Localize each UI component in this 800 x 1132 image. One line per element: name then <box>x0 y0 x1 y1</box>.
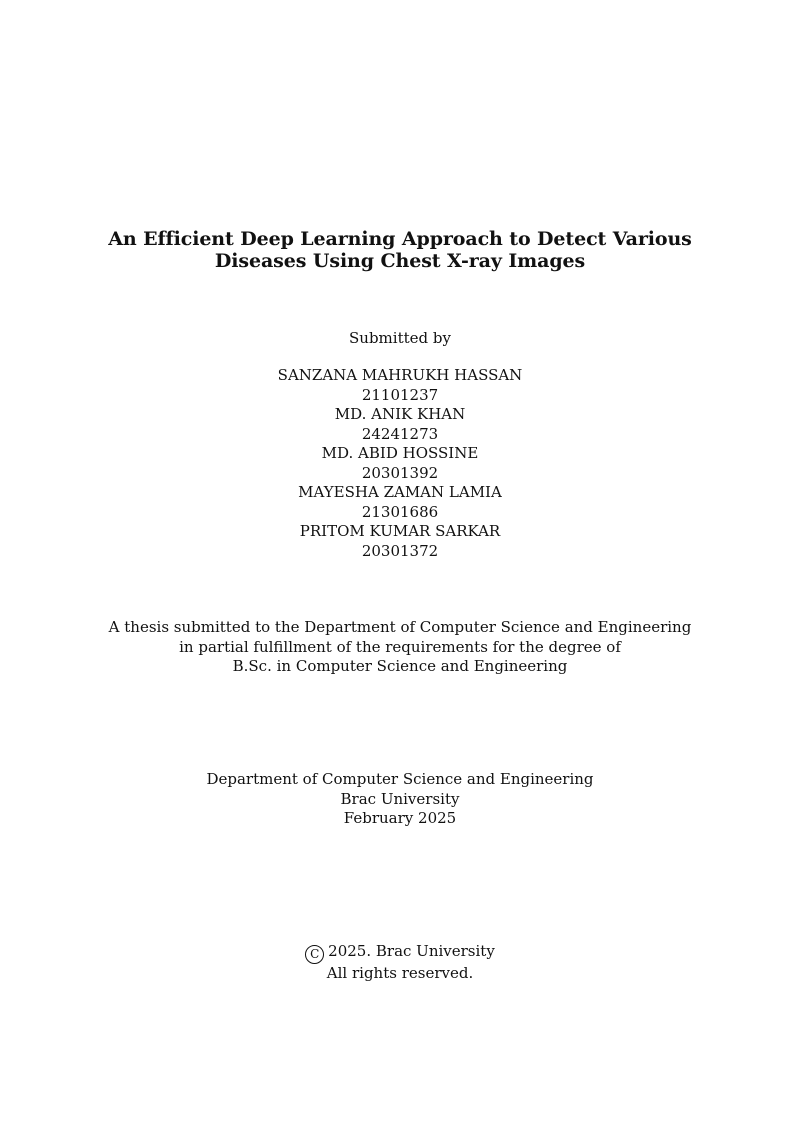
university-name: Brac University <box>340 789 460 808</box>
author-id: 20301372 <box>361 541 439 560</box>
author-name: MD. ABID HOSSINE <box>321 444 479 462</box>
author-name: SANZANA MAHRUKH HASSAN <box>277 366 523 384</box>
title-line-2: Diseases Using Chest X-ray Images <box>214 250 586 272</box>
author-list <box>0 366 800 561</box>
author-id: 21101237 <box>361 385 439 404</box>
degree-statement <box>0 618 800 677</box>
affiliation <box>0 770 800 829</box>
submitted-by-label: Submitted by <box>349 329 451 347</box>
copyright-notice <box>0 942 800 984</box>
statement-line-3: B.Sc. in Computer Science and Engineering <box>232 657 568 675</box>
author-id: 21301686 <box>361 502 439 521</box>
copyright-icon: C <box>305 945 324 964</box>
rights-reserved: All rights reserved. <box>326 964 474 982</box>
department-name: Department of Computer Science and Engineering <box>206 770 594 788</box>
statement-line-2: in partial fulfillment of the requirements for the degree of <box>179 637 621 656</box>
author-name: PRITOM KUMAR SARKAR <box>299 522 501 540</box>
thesis-title <box>0 228 800 272</box>
author-id: 24241273 <box>361 424 439 443</box>
author-name: MD. ANIK KHAN <box>334 405 466 423</box>
copyright-text: 2025. Brac University <box>328 942 495 960</box>
copyright-line <box>0 942 800 964</box>
title-line-1: An Efficient Deep Learning Approach to Detect Various <box>108 228 692 250</box>
statement-line-1: A thesis submitted to the Department of Computer Science and Engineering <box>108 618 692 636</box>
author-id: 20301392 <box>361 463 439 482</box>
submission-date: February 2025 <box>343 809 457 827</box>
author-name: MAYESHA ZAMAN LAMIA <box>298 483 502 501</box>
